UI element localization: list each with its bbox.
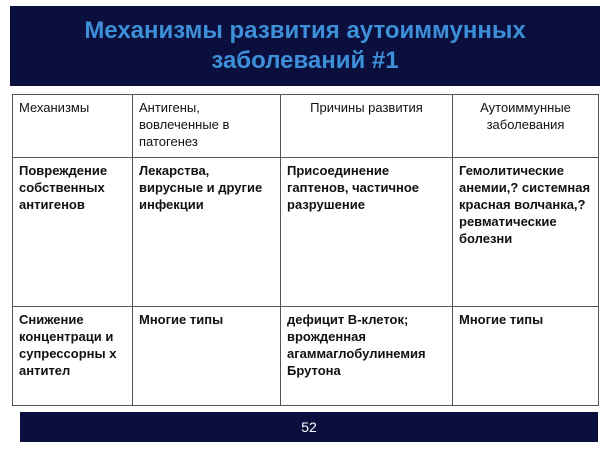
title-line-1: Механизмы развития аутоиммунных xyxy=(84,17,526,44)
table-row xyxy=(13,307,599,406)
title-line-2: заболеваний #1 xyxy=(211,47,399,74)
table-row xyxy=(13,158,599,307)
header-mechanisms: Механизмы xyxy=(13,95,133,158)
table-header-row xyxy=(13,95,599,158)
table-cell: Лекарства, вирусные и другие инфекции xyxy=(133,158,281,307)
header-antigens: Антигены, вовлеченные в патогенез xyxy=(133,95,281,158)
footer-bar xyxy=(20,412,598,442)
page-number: 52 xyxy=(301,419,317,435)
table-cell: Повреждение собственных антигенов xyxy=(13,158,133,307)
header-causes: Причины развития xyxy=(281,95,453,158)
table-cell: Многие типы xyxy=(453,307,599,406)
table-cell: Многие типы xyxy=(133,307,281,406)
title-bar xyxy=(10,6,600,86)
table-cell: Снижение концентраци и супрессорны х антител xyxy=(13,307,133,406)
mechanisms-table xyxy=(12,94,599,406)
table-cell: Гемолитические анемии,? системная красная волчанка,? ревматические болезни xyxy=(453,158,599,307)
page-title xyxy=(84,16,525,76)
table-cell: дефицит В-клеток; врожденная агаммаглобулинемия Брутона xyxy=(281,307,453,406)
table-cell: Присоединение гаптенов, частичное разрушение xyxy=(281,158,453,307)
header-diseases: Аутоиммунные заболевания xyxy=(453,95,599,158)
